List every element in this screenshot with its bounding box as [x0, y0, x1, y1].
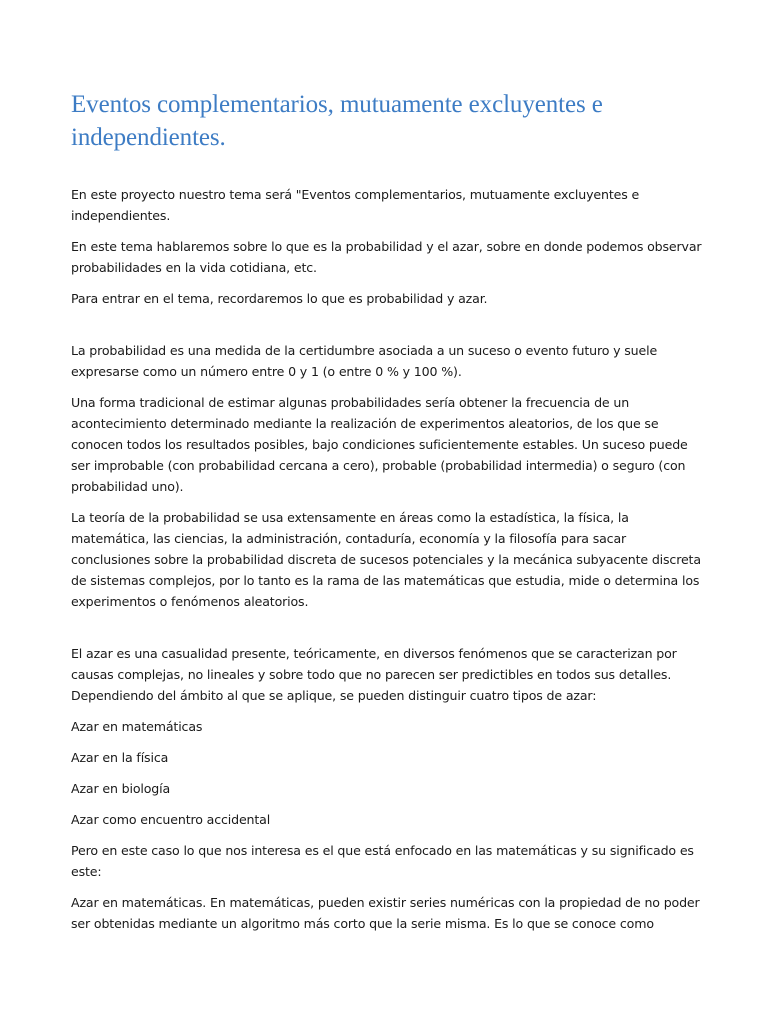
intro-paragraph-2: En este tema hablaremos sobre lo que es la probabilidad y el azar, sobre en donde podemos observar probabilidades en la vida cotidiana, etc.: [71, 239, 702, 275]
intro-paragraph-3: Para entrar en el tema, recordaremos lo que es probabilidad y azar.: [71, 291, 488, 306]
azar-type-item: Azar como encuentro accidental: [71, 812, 271, 827]
document-page: [71, 88, 703, 944]
probability-paragraph-3: La teoría de la probabilidad se usa extensamente en áreas como la estadística, la física, la matemática, las ciencias, la administración, contaduría, economía y la filosofía para sacar conclusiones sobre la probabilidad discreta de sucesos potenciales y la mecánica subyacente discreta de sistemas complejos, por lo tanto es la rama de las matemáticas que estudia, mide o determina los experimentos o fenómenos aleatorios.: [71, 510, 701, 609]
azar-type-item: Azar en matemáticas: [71, 719, 203, 734]
azar-type-item: Azar en biología: [71, 781, 171, 796]
paragraph-spacer: [71, 622, 703, 643]
azar-paragraph-1: El azar es una casualidad presente, teóricamente, en diversos fenómenos que se caracterizan por causas complejas, no lineales y sobre todo que no parecen ser predictibles en todos sus detalles. Dependiendo del ámbito al que se aplique, se pueden distinguir cuatro tipos de azar:: [71, 646, 677, 703]
azar-paragraph-3: Azar en matemáticas. En matemáticas, pueden existir series numéricas con la propiedad de no poder ser obtenidas mediante un algoritmo más corto que la serie misma. Es lo que se conoce como: [71, 895, 700, 931]
document-title: Eventos complementarios, mutuamente excluyentes e independientes.: [71, 91, 603, 151]
azar-type-item: Azar en la física: [71, 750, 169, 765]
probability-paragraph-2: Una forma tradicional de estimar algunas probabilidades sería obtener la frecuencia de un acontecimiento determinado mediante la realización de experimentos aleatorios, de los que se conocen todos los resultados posibles, bajo condiciones suficientemente estables. Un suceso puede ser improbable (con probabilidad cercana a cero), probable (probabilidad intermedia) o seguro (con probabilidad uno).: [71, 395, 688, 494]
intro-paragraph-1: En este proyecto nuestro tema será "Eventos complementarios, mutuamente excluyentes e independientes.: [71, 187, 640, 223]
probability-paragraph-1: La probabilidad es una medida de la certidumbre asociada a un suceso o evento futuro y suele expresarse como un número entre 0 y 1 (o entre 0 % y 100 %).: [71, 343, 658, 379]
paragraph-spacer: [71, 319, 703, 340]
azar-paragraph-2: Pero en este caso lo que nos interesa es el que está enfocado en las matemáticas y su significado es este:: [71, 843, 694, 879]
